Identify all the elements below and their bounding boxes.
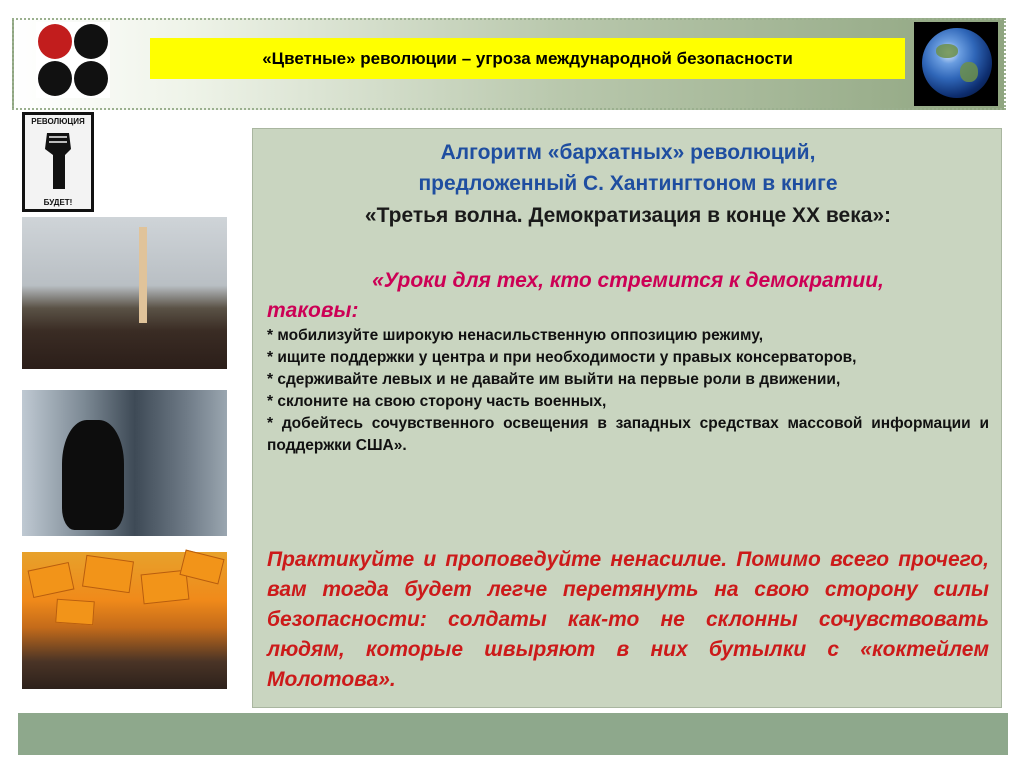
orange-flags-rally-photo [22,552,227,689]
revolution-poster [22,112,94,212]
lessons-list [267,325,989,457]
nonviolence-paragraph: Практикуйте и проповедуйте ненасилие. Помимо всего прочего, вам тогда будет легче перетянуть на свою сторону силы безопасности: солдаты как-то не склонны сочувствовать людям, которые швыряют в них бутылки с «коктейлем Молотова». [267,548,989,691]
protest-crowd-photo [22,217,227,369]
page-title: «Цветные» революции – угроза международной безопасности [262,48,793,68]
list-item: * склоните на свою сторону часть военных, [267,393,607,410]
poster-top-text: РЕВОЛЮЦИЯ [31,117,85,126]
footer-bar [18,713,1008,755]
fist-logo-icon [38,24,72,59]
monument-column [139,227,147,323]
raised-fist-icon [39,131,77,191]
list-item: * сдерживайте левых и не давайте им выйти на первые роли в движении, [267,371,841,388]
protester-figure [62,420,124,530]
lessons-intro-line2: таковы: [267,299,359,322]
poster-bottom-text: БУДЕТ! [43,198,73,207]
earth-icon [922,28,992,98]
list-item: * ищите поддержки у центра и при необходимости у правых консерваторов, [267,349,857,366]
logo-collage [36,22,110,98]
otpor-logo-icon [74,24,108,59]
globe-image [914,22,998,106]
list-item: * мобилизуйте широкую ненасильственную оппозицию режиму, [267,327,764,344]
algorithm-heading-line2: предложенный С. Хантингтоном в книге [418,172,838,195]
fist-circle-logo-icon [74,61,108,96]
riot-police-photo [22,390,227,536]
list-item: * добейтесь сочувственного освещения в западных средствах массовой информации и поддержки США». [267,415,989,454]
fist-small-logo-icon [38,61,72,96]
lessons-intro-line1: «Уроки для тех, кто стремится к демократии, [372,269,884,292]
algorithm-heading-line1: Алгоритм «бархатных» революций, [440,141,816,164]
book-title-line: «Третья волна. Демократизация в конце XX века»: [364,204,892,227]
title-banner [150,38,905,79]
content-panel [252,128,1002,708]
